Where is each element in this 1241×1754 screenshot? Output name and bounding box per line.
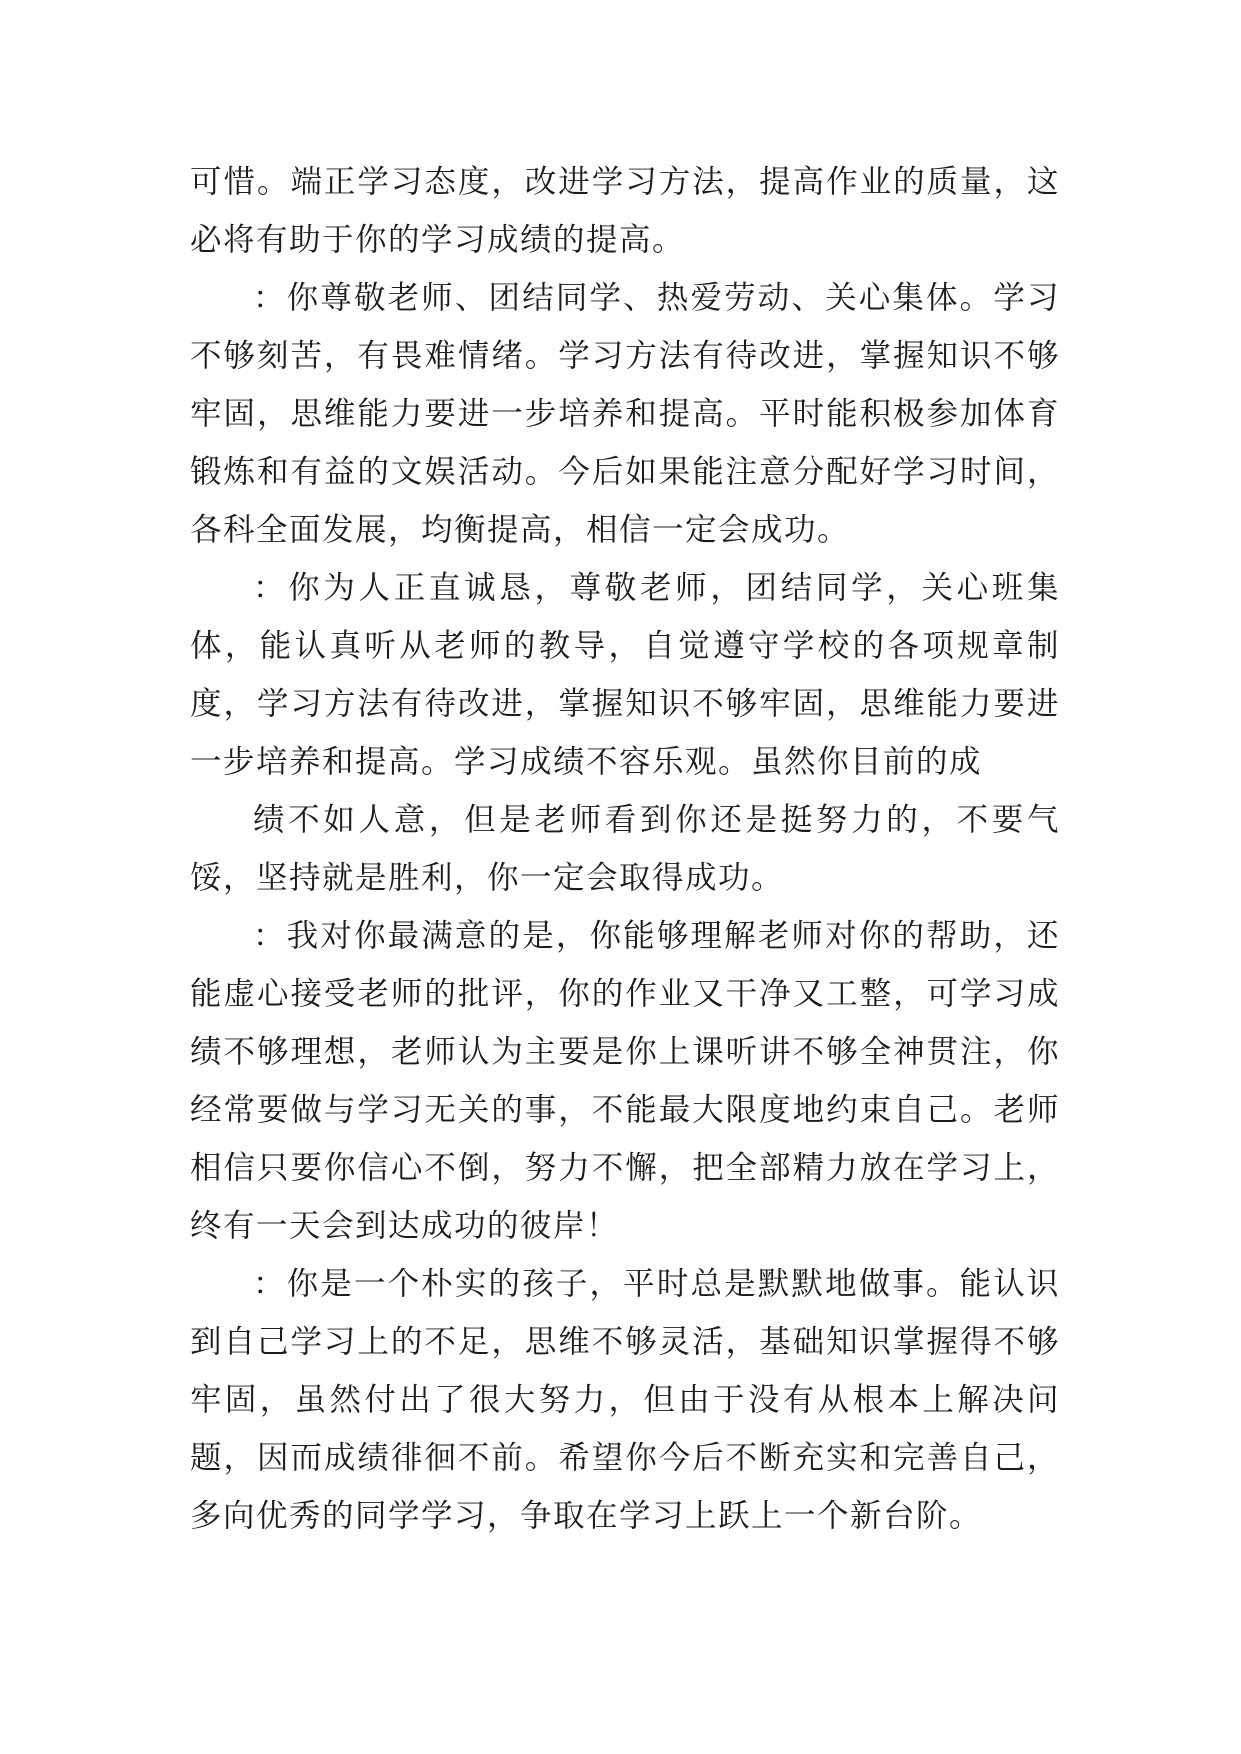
- paragraph-2: ：你尊敬老师、团结同学、热爱劳动、关心集体。学习不够刻苦，有畏难情绪。学习方法有待改进，掌握知识不够牢固，思维能力要进一步培养和提高。平时能积极参加体育锻炼和有益的文娱活动。今后如果能注意分配好学习时间，各科全面发展，均衡提高，相信一定会成功。: [190, 280, 1060, 548]
- paragraph-1: 可惜。端正学习态度，改进学习方法，提高作业的质量，这必将有助于你的学习成绩的提高。: [190, 164, 1060, 258]
- paragraph-4: 绩不如人意，但是老师看到你还是挺努力的，不要气馁，坚持就是胜利，你一定会取得成功。: [190, 802, 1060, 896]
- document-body: [190, 153, 1060, 1545]
- paragraph-3: ：你为人正直诚恳，尊敬老师，团结同学，关心班集体，能认真听从老师的教导，自觉遵守学校的各项规章制度，学习方法有待改进，掌握知识不够牢固，思维能力要进一步培养和提高。学习成绩不容乐观。虽然你目前的成: [190, 570, 1060, 780]
- paragraph-6: ：你是一个朴实的孩子，平时总是默默地做事。能认识到自己学习上的不足，思维不够灵活，基础知识掌握得不够牢固，虽然付出了很大努力，但由于没有从根本上解决问题，因而成绩徘徊不前。希望你今后不断充实和完善自己，多向优秀的同学学习，争取在学习上跃上一个新台阶。: [190, 1266, 1060, 1534]
- paragraph-5: ：我对你最满意的是，你能够理解老师对你的帮助，还能虚心接受老师的批评，你的作业又干净又工整，可学习成绩不够理想，老师认为主要是你上课听讲不够全神贯注，你经常要做与学习无关的事，不能最大限度地约束自己。老师相信只要你信心不倒，努力不懈，把全部精力放在学习上，终有一天会到达成功的彼岸！: [190, 918, 1060, 1244]
